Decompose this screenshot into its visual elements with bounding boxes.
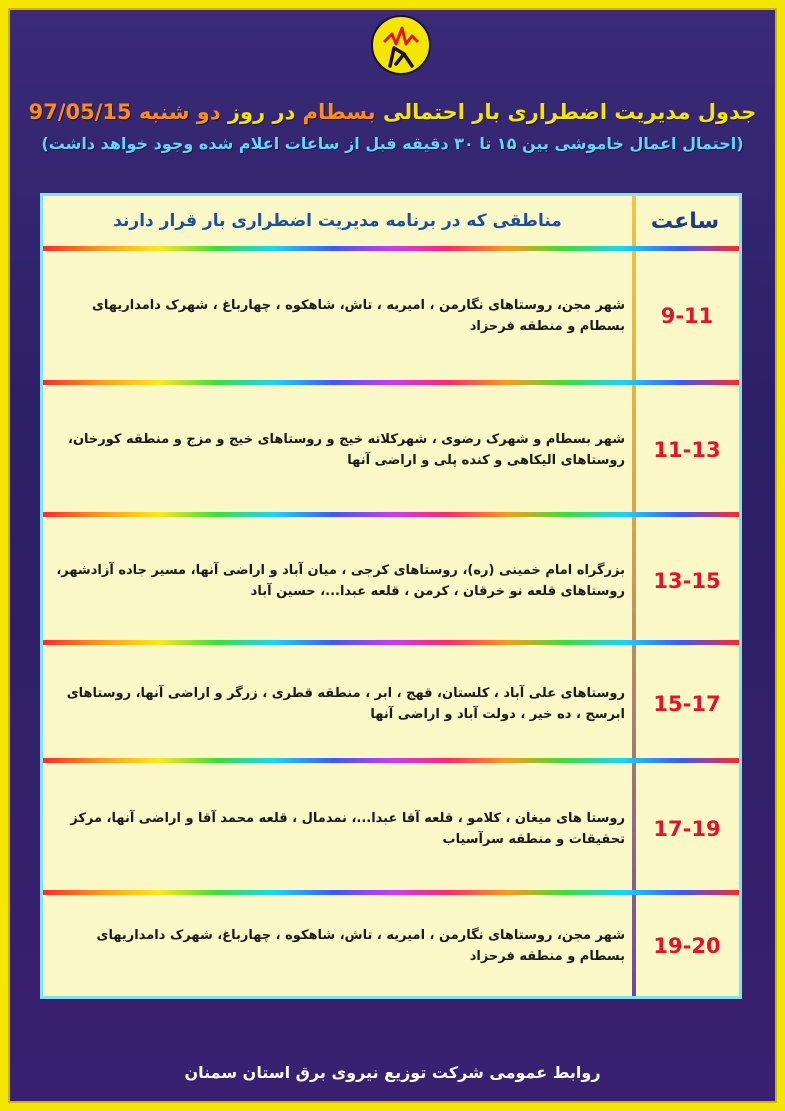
row-hour: 9-11 xyxy=(660,304,714,328)
rainbow-divider xyxy=(43,758,739,763)
footer-credit: روابط عمومی شرکت توزیع نیروی برق استان سمنان xyxy=(184,1063,601,1082)
rainbow-divider xyxy=(43,512,739,517)
electricity-company-logo-icon xyxy=(370,14,432,76)
column-header-hour: ساعت xyxy=(650,208,720,234)
row-areas: شهر مجن، روستاهای نگارمن ، امیریه ، تاش، شاهکوه ، چهارباغ ، شهرک دامداریهای بسطام و منطقه فرحزاد xyxy=(92,298,625,334)
row-hour: 19-20 xyxy=(653,934,721,958)
title-prefix: جدول مدیریت اضطراری بار احتمالی xyxy=(382,100,757,124)
title-day: دو شنبه xyxy=(138,100,221,124)
title-mid: در روز xyxy=(227,100,296,124)
rainbow-divider xyxy=(43,890,739,895)
rainbow-divider xyxy=(43,246,739,251)
row-areas: روستا های میغان ، کلامو ، قلعه آقا عبدا...، نمدمال ، قلعه محمد آقا و اراضی آنها، مرکز تحقیقات و منطقه سرآسیاب xyxy=(70,811,625,847)
row-hour: 15-17 xyxy=(653,692,721,716)
page-subtitle: (احتمال اعمال خاموشی بین ۱۵ تا ۳۰ دقیقه قبل از ساعات اعلام شده وجود خواهد داشت) xyxy=(41,134,744,153)
row-areas: روستاهای علی آباد ، کلستان، قهج ، ابر ، منطقه قطری ، زرگر و اراضی آنها، روستاهای ابرسج ، ده خیر ، دولت آباد و اراضی آنها xyxy=(66,686,625,722)
rainbow-divider xyxy=(43,640,739,645)
title-city: بسطام xyxy=(302,100,376,124)
page-title xyxy=(0,100,785,124)
row-hour: 13-15 xyxy=(653,569,721,593)
title-date: 97/05/15 xyxy=(28,100,132,124)
rainbow-divider xyxy=(43,380,739,385)
row-areas: بزرگراه امام خمینی (ره)، روستاهای کرجی ، میان آباد و اراضی آنها، مسیر جاده آزادشهر، روستاهای قلعه نو خرقان ، کرمن ، قلعه عبدا...، حسین آباد xyxy=(56,563,625,599)
column-header-areas: مناطقی که در برنامه مدیریت اضطراری بار قرار دارند xyxy=(113,211,562,231)
schedule-table xyxy=(40,193,742,999)
row-hour: 11-13 xyxy=(653,438,721,462)
row-areas: شهر بسطام و شهرک رضوی ، شهرکلاته خیج و روستاهای خیج و مزج و منطقه کورخان، روستاهای الیکاهی و کنده پلی و اراضی آنها xyxy=(68,432,625,468)
row-hour: 17-19 xyxy=(653,817,721,841)
row-areas: شهر مجن، روستاهای نگارمن ، امیریه ، تاش، شاهکوه ، چهارباغ، شهرک دامداریهای بسطام و منطقه فرحزاد xyxy=(96,928,625,964)
